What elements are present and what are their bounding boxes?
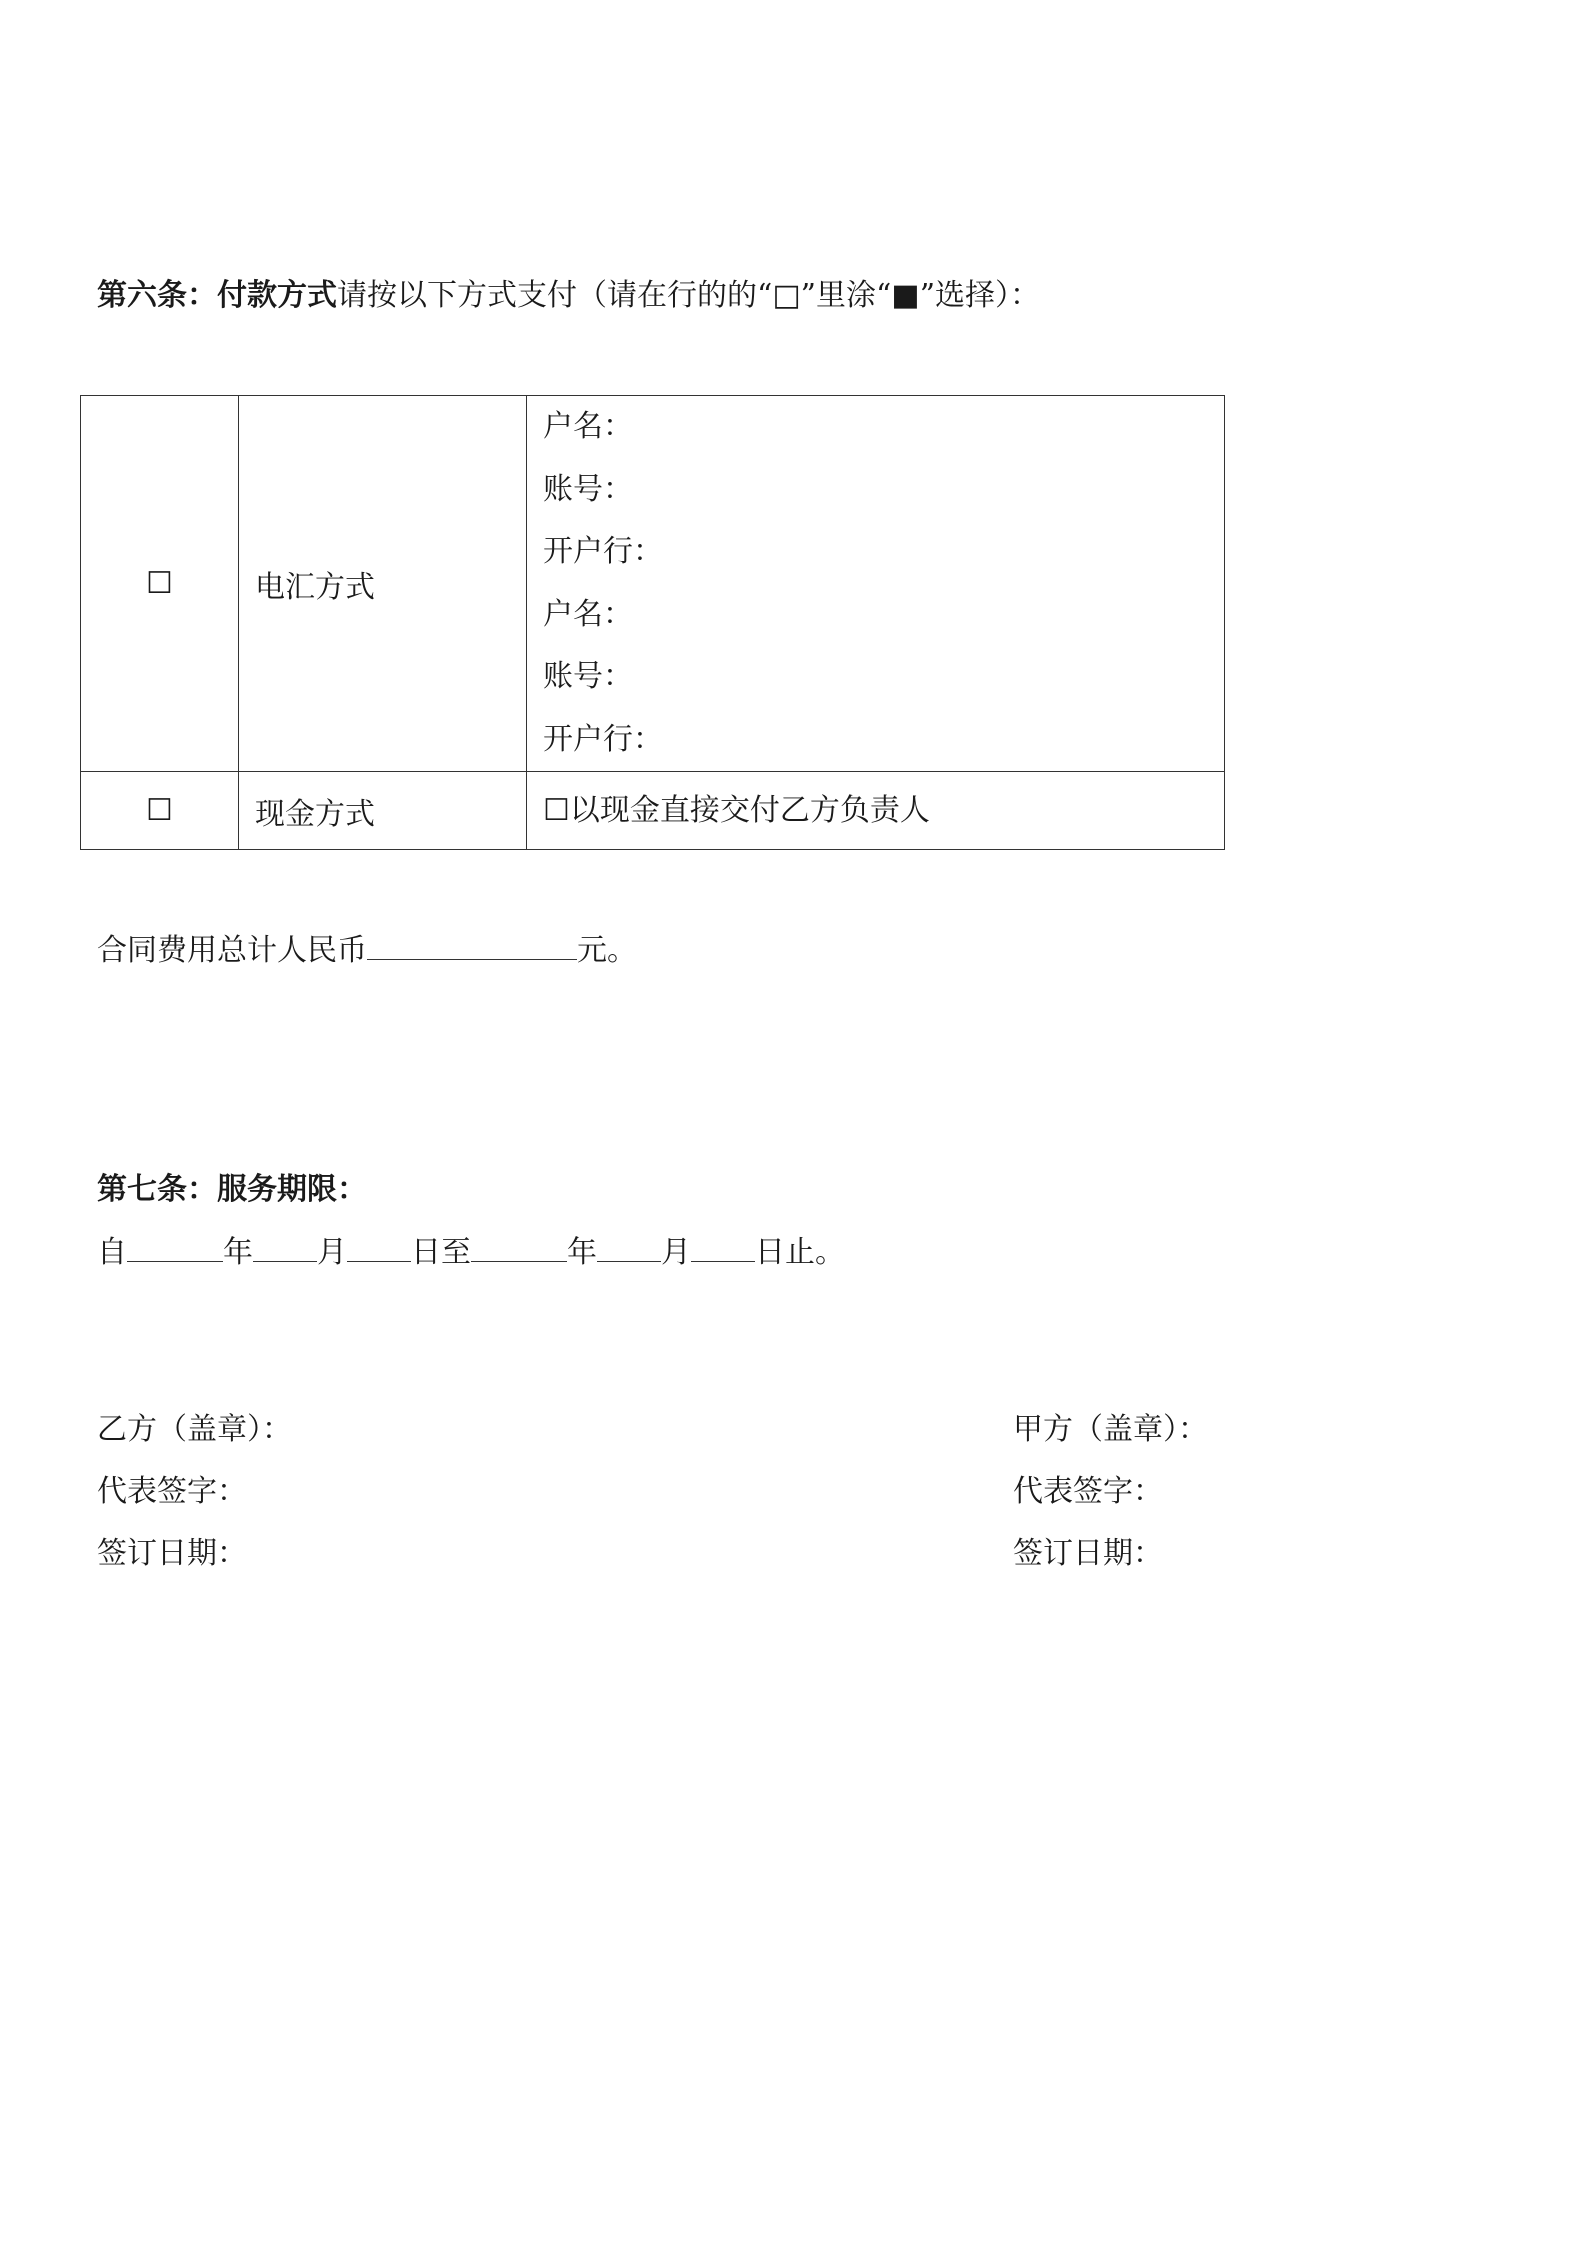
signature-block-party-a [1013,1410,1208,1596]
party-a-date-label: 签订日期： [1013,1536,1163,1571]
cash-detail-text: ☐以现金直接交付乙方负责人 [543,792,930,828]
article-6-instruction: 请按以下方式支付（请在行的的“□”里涂“■”选择）： [337,278,1041,313]
signature-block-party-b [97,1410,292,1596]
wire-details-cell [527,396,1225,772]
term-day-end: 日止。 [755,1235,845,1270]
party-b-rep-label: 代表签字： [97,1474,247,1509]
article-6-heading: 第六条：付款方式 [97,278,337,313]
total-amount-blank[interactable] [367,933,577,960]
table-row-cash [81,772,1225,850]
table-row-wire-transfer [81,396,1225,772]
wire-account-name-2: 户名： [543,596,633,632]
party-b-date-label: 签订日期： [97,1536,247,1571]
start-month-blank[interactable] [253,1235,317,1262]
term-month-label-2: 月 [661,1235,691,1270]
wire-account-number-1: 账号： [543,471,633,507]
party-a-seal-label: 甲方（盖章）： [1013,1412,1208,1447]
term-month-label: 月 [317,1235,347,1270]
wire-method-cell [239,396,527,772]
wire-checkbox-cell [81,396,239,772]
term-year-label-2: 年 [567,1235,597,1270]
service-term-line [97,1233,845,1273]
total-suffix: 元。 [577,933,637,968]
cash-checkbox[interactable]: ☐ [146,793,173,828]
cash-checkbox-cell [81,772,239,850]
payment-method-table [80,395,1225,850]
start-year-blank[interactable] [127,1235,223,1262]
party-a-rep-label: 代表签字： [1013,1474,1163,1509]
wire-checkbox[interactable]: ☐ [146,566,173,601]
wire-account-number-2: 账号： [543,659,633,694]
end-month-blank[interactable] [597,1235,661,1262]
article-6-heading-line [97,276,1040,316]
total-prefix: 合同费用总计人民币 [97,933,367,968]
article-7-heading: 第七条：服务期限： [97,1172,367,1207]
end-day-blank[interactable] [691,1235,755,1262]
term-from: 自 [97,1235,127,1270]
end-year-blank[interactable] [471,1235,567,1262]
party-b-seal-label: 乙方（盖章）： [97,1412,292,1447]
cash-method-label: 现金方式 [255,796,375,832]
term-year-label: 年 [223,1235,253,1270]
wire-bank-1: 开户行： [543,534,663,569]
wire-account-name-1: 户名： [543,409,633,444]
cash-method-cell [239,772,527,850]
term-day-to: 日至 [411,1235,471,1270]
contract-total-line [97,931,637,971]
cash-details-cell [527,772,1225,850]
wire-bank-2: 开户行： [543,721,663,757]
wire-method-label: 电汇方式 [255,569,375,605]
start-day-blank[interactable] [347,1235,411,1262]
